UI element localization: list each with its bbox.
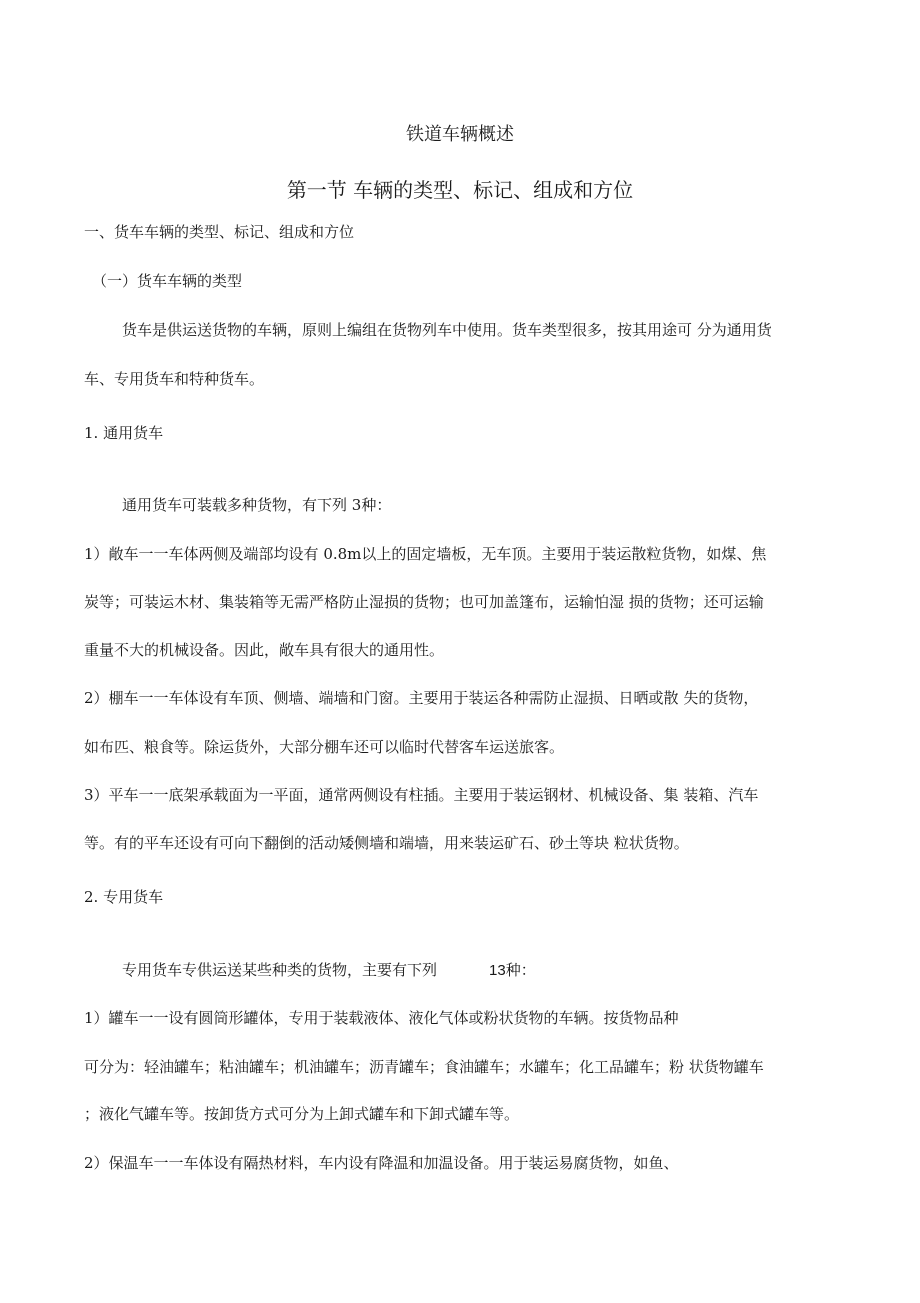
open-wagon-line-1: 1）敞车一一车体两侧及端部均设有 0.8m以上的固定墙板，无车顶。主要用于装运散粒货物，如煤、焦 [84,545,767,563]
tank-wagon-line-3: ；液化气罐车等。按卸货方式可分为上卸式罐车和下卸式罐车等。 [84,1105,520,1123]
general-wagons-intro: 通用货车可装载多种货物，有下列 3种： [122,496,392,514]
refrigerated-wagon-line-1: 2）保温车一一车体设有隔热材料，车内设有降温和加温设备。用于装运易腐货物，如鱼、 [84,1154,679,1172]
paragraph-intro-line-1: 货车是供运送货物的车辆，原则上编组在货物列车中使用。货车类型很多，按其用途可 分为通用货 [122,321,772,339]
special-wagons-count: 13种： [489,962,536,979]
box-wagon-line-2: 如布匹、粮食等。除运货外，大部分棚车还可以临时代替客车运送旅客。 [84,738,565,756]
special-wagons-intro [122,960,536,981]
open-wagon-line-3: 重量不大的机械设备。因此，敞车具有很大的通用性。 [84,641,445,659]
heading-level-2: （一）货车车辆的类型 [92,272,243,290]
flat-wagon-line-2: 等。有的平车还设有可向下翻倒的活动矮侧墙和端墙，用来装运矿石、砂土等块 粒状货物。 [84,834,689,852]
flat-wagon-line-1: 3）平车一一底架承载面为一平面，通常两侧设有柱插。主要用于装运钢材、机械设备、集 装箱、汽车 [84,786,759,804]
heading-level-1: 一、货车车辆的类型、标记、组成和方位 [84,223,355,241]
open-wagon-line-2: 炭等；可装运木材、集装箱等无需严格防止湿损的货物；也可加盖篷布，运输怕湿 损的货物；还可运输 [84,593,764,611]
section-title: 第一节 车辆的类型、标记、组成和方位 [286,178,634,202]
tank-wagon-line-2: 可分为：轻油罐车；粘油罐车；机油罐车；沥青罐车；食油罐车；水罐车；化工品罐车；粉 状货物罐车 [84,1058,764,1076]
heading-special-wagons: 2. 专用货车 [84,888,164,906]
special-wagons-intro-text: 专用货车专供运送某些种类的货物，主要有下列 [122,961,438,979]
heading-general-wagons: 1. 通用货车 [84,424,164,442]
box-wagon-line-1: 2）棚车一一车体设有车顶、侧墙、端墙和门窗。主要用于装运各种需防止湿损、日晒或散 失的货物， [84,689,759,707]
document-title: 铁道车辆概述 [406,124,514,145]
paragraph-intro-line-2: 车、专用货车和特种货车。 [84,370,265,388]
tank-wagon-line-1: 1）罐车一一设有圆筒形罐体，专用于装载液体、液化气体或粉状货物的车辆。按货物品种 [84,1009,679,1027]
